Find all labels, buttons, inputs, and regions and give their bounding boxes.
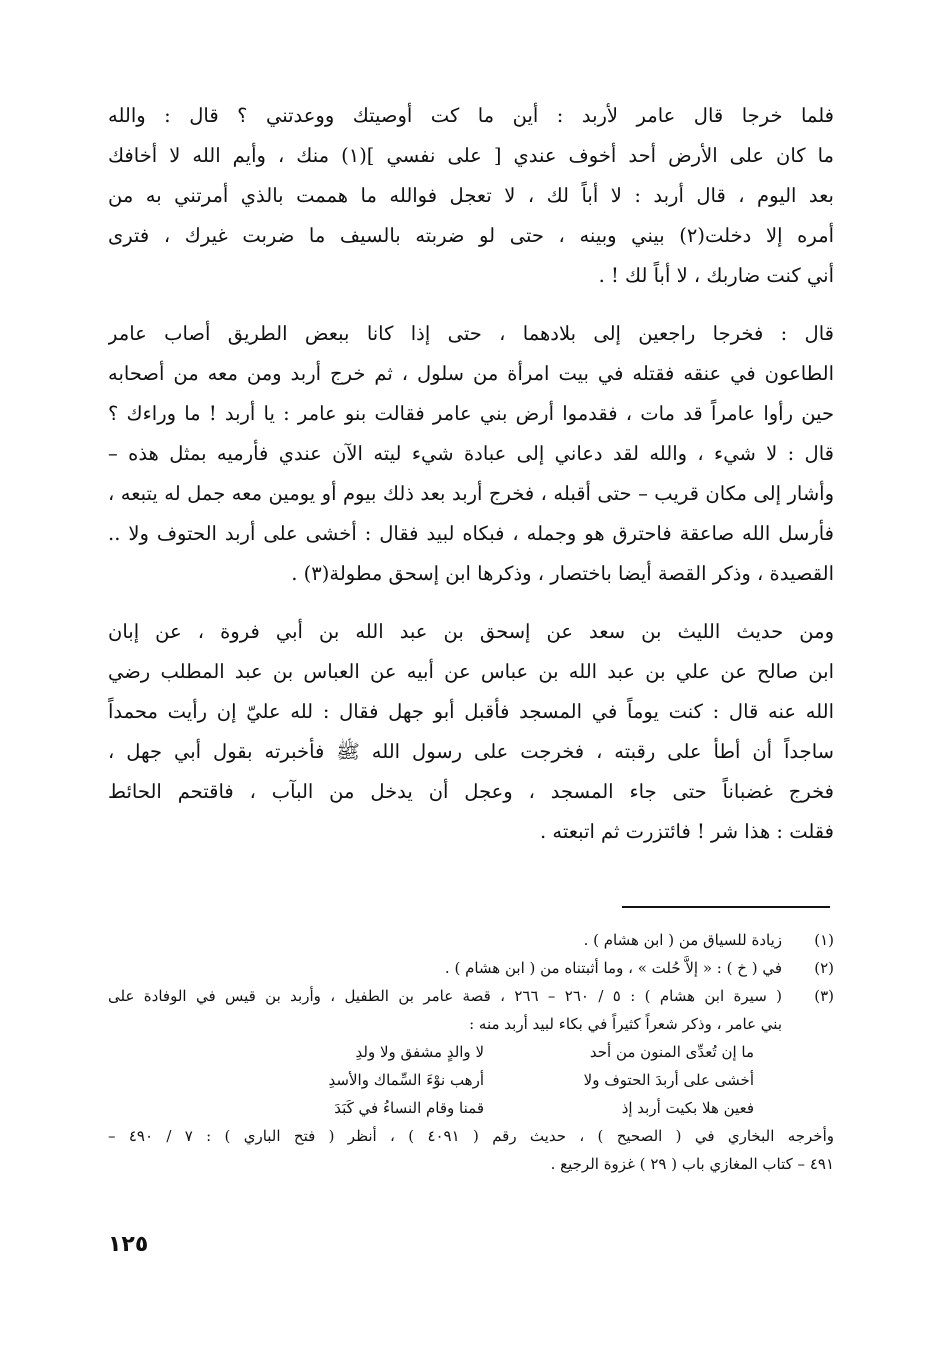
footnote-number: (٣) [814,987,834,1005]
verse-first-hemistich: فعين هلا بكيت أربد إذ [621,1099,754,1117]
footnote [108,926,834,954]
text-line: الله عنه قال : كنت يوماً في المسجد فأقبل أبو جهل فقال : لله عليّ إن رأيت محمداً [108,700,834,723]
text-line: وأشار إلى مكان قريب – حتى أقبله ، فخرج أربد بعد ذلك بيوم أو يومين معه جمل له يتبعه ، [108,482,834,505]
footnote-continuation-line: وأخرجه البخاري في ( الصحيح ) ، حديث رقم ( ٤٠٩١ ) ، أنظر ( فتح الباري ) : ٧ / ٤٩٠ – [108,1127,834,1145]
text-line: قال : فخرجا راجعين إلى بلادهما ، حتى إذا كانا ببعض الطريق أصاب عامر [108,322,834,345]
footnote-text [108,954,782,982]
footnote-separator [622,906,830,908]
footnote-line: زيادة للسياق من ( ابن هشام ) . [583,931,782,949]
text-line: ابن صالح عن علي بن عبد الله بن عباس عن أبيه عن العباس بن عبد المطلب رضي [108,660,834,683]
text-line: فأرسل الله صاعقة فاحترق هو وجمله ، فبكاه لبيد فقال : أخشى على أربد الحتوف ولا .. [108,522,834,545]
footnote-text [108,926,782,954]
paragraph [108,612,834,852]
footnotes [108,926,834,1178]
poem-verse [108,1094,834,1122]
paragraph-spacer [108,296,834,314]
text-line: ما كان على الأرض أحد أخوف عندي [ على نفسي ](١) منك ، وأيم الله لا أخافك [108,144,834,167]
verse-second-hemistich: لا والدٍ مشفق ولا ولدِ [355,1043,484,1061]
footnote-line: بني عامر ، وذكر شعراً كثيراً في بكاء لبيد أربد منه : [469,1015,782,1033]
verse-first-hemistich: ما إن تُعدِّى المنون من أحد [589,1043,754,1061]
poem [108,1038,834,1122]
paragraph [108,314,834,594]
footnote-line: ( سيرة ابن هشام ) : ٥ / ٢٦٠ – ٢٦٦ ، قصة عامر بن الطفيل ، وأربد بن قيس في الوفادة على [108,987,782,1005]
footnote-text [108,982,782,1038]
page-number: ١٢٥ [108,1232,149,1257]
text-line: فقلت : هذا شر ! فائتزرت ثم اتبعته . [539,820,834,843]
verse-second-hemistich: أرهب نوْءَ السِّماك والأسدِ [328,1071,484,1089]
verse-first-hemistich: أخشى على أربدَ الحتوف ولا [583,1071,754,1089]
text-line: القصيدة ، وذكر القصة أيضا باختصار ، وذكرها ابن إسحق مطولة(٣) . [291,562,834,585]
paragraph [108,96,834,296]
footnote [108,982,834,1038]
footnote [108,954,834,982]
text-line: الطاعون في عنقه فقتله في بيت امرأة من سلول ، ثم خرج أربد ومن معه من أصحابه [108,362,834,385]
main-text [108,96,834,852]
text-line: فلما خرجا قال عامر لأربد : أين ما كت أوصيتك ووعدتني ؟ قال : والله [108,104,834,127]
paragraph-spacer [108,594,834,612]
poem-verse [108,1038,834,1066]
verse-second-hemistich: قمنا وقام النساءُ في كَبَدَ [334,1099,484,1117]
footnote-line: في ( خ ) : « إلاَّ حُلت » ، وما أثبتناه من ( ابن هشام ) . [444,959,782,977]
text-line: أمره إلا دخلت(٢) بيني وبينه ، حتى لو ضربته بالسيف ما ضربت غيرك ، فترى [108,224,834,247]
poem-verse [108,1066,834,1094]
text-line: حين رأوا عامراً قد مات ، فقدموا أرض بني عامر فقالت بنو عامر : يا أربد ! ما وراءك ؟ [108,402,834,425]
text-line: قال : لا شيء ، والله لقد دعاني إلى عبادة شيء ليته الآن عندي فأرميه بمثل هذه – [108,442,834,465]
footnote-continuation-line: ٤٩١ – كتاب المغازي باب ( ٢٩ ) غزوة الرجيع . [550,1155,834,1173]
text-line: بعد اليوم ، قال أربد : لا أباً لك ، لا تعجل فوالله ما هممت بالذي أمرتني به من [108,184,834,207]
text-line: فخرج غضباناً حتى جاء المسجد ، وعجل أن يدخل من البآب ، فاقتحم الحائط [108,780,834,803]
text-line: ساجداً أن أطأ على رقبته ، فخرجت على رسول الله ﷺ فأخبرته بقول أبي جهل ، [108,740,834,763]
footnote-number: (٢) [814,959,834,977]
text-line: ومن حديث الليث بن سعد عن إسحق بن عبد الله بن أبي فروة ، عن إبان [108,620,834,643]
text-line: أني كنت ضاربك ، لا أباً لك ! . [598,264,834,287]
footnote-number: (١) [814,931,834,949]
